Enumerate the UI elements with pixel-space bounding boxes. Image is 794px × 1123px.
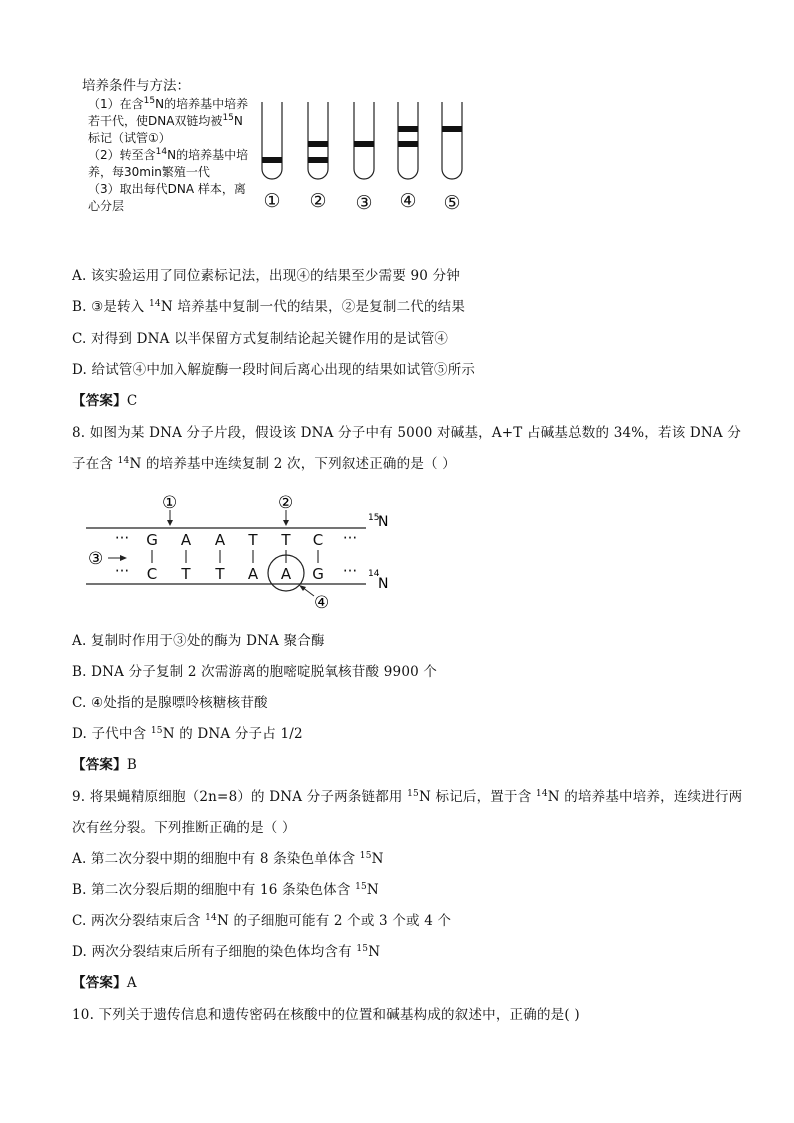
bottom-strand-label: N xyxy=(378,576,389,592)
tube-label-2: ② xyxy=(309,190,327,212)
step-line-4: （2）转至含$^{14}$N的培养基中培 xyxy=(88,147,249,162)
q9-option-b: B. 第二次分裂后期的细胞中有 16 条染色体含 $^{15}$N xyxy=(72,882,379,898)
band-tube3-hybrid xyxy=(354,141,374,147)
step-line-3: 标记（试管①） xyxy=(88,131,171,145)
band-tube1-heavy xyxy=(262,157,282,163)
top-strand-label: N xyxy=(378,514,389,530)
bottom-base-6: G xyxy=(312,565,324,583)
marker-1: ① xyxy=(162,493,178,513)
q7-option-b: B. ③是转入 $^{14}$N 培养基中复制一代的结果，②是复制二代的结果 xyxy=(72,299,466,315)
q9-option-a: A. 第二次分裂中期的细胞中有 8 条染色单体含 $^{15}$N xyxy=(72,851,384,867)
bottom-base-0: ··· xyxy=(114,562,130,580)
test-tubes-diagram xyxy=(256,99,480,224)
q8-stem-line2: 子在含 $^{14}$N 的培养基中连续复制 2 次，下列叙述正确的是（ ） xyxy=(72,456,456,472)
top-base-1: G xyxy=(146,531,158,549)
bottom-base-7: ··· xyxy=(342,562,358,580)
q10-stem: 10. 下列关于遗传信息和遗传密码在核酸中的位置和碱基构成的叙述中，正确的是( ) xyxy=(72,1007,580,1023)
bottom-base-1: C xyxy=(146,565,158,583)
step-line-7: 心分层 xyxy=(88,199,125,213)
bottom-base-3: T xyxy=(215,565,225,583)
figure1-steps xyxy=(88,96,248,215)
q9-answer: 【答案】A xyxy=(72,975,137,991)
marker-2: ② xyxy=(278,493,294,513)
q8-option-c: C. ④处指的是腺嘌呤核糖核苷酸 xyxy=(72,695,268,711)
q9-option-c: C. 两次分裂结束后含 $^{14}$N 的子细胞可能有 2 个或 3 个或 4 个 xyxy=(72,913,452,929)
tube-3 xyxy=(354,102,374,179)
bottom-base-4: A xyxy=(247,565,259,583)
q9-stem-line2: 次有丝分裂。下列推断正确的是（ ） xyxy=(72,820,296,836)
figure1-heading: 培养条件与方法： xyxy=(82,78,190,94)
band-tube5-light xyxy=(442,126,462,132)
q8-option-a: A. 复制时作用于③处的酶为 DNA 聚合酶 xyxy=(72,633,325,649)
step-line-6: （3）取出每代DNA 样本，离 xyxy=(88,182,246,196)
bottom-base-5: A xyxy=(280,565,292,583)
tube-4 xyxy=(398,102,418,179)
step-line-5: 养，每30min繁殖一代 xyxy=(88,165,210,179)
tube-1 xyxy=(262,102,282,179)
q9-stem-line1: 9. 将果蝇精原细胞（2n=8）的 DNA 分子两条链都用 $^{15}$N 标记后，置于含 $^{14}$N 的培养基中培养，连续进行两 xyxy=(72,789,743,805)
band-tube2-heavy xyxy=(308,157,328,163)
q8-answer: 【答案】B xyxy=(72,757,137,773)
q8-option-b: B. DNA 分子复制 2 次需游离的胞嘧啶脱氧核苷酸 9900 个 xyxy=(72,664,438,680)
tube-2 xyxy=(308,102,328,179)
q8-stem-line1: 8. 如图为某 DNA 分子片段，假设该 DNA 分子中有 5000 对碱基，A+T 占碱基总数的 34%，若该 DNA 分 xyxy=(72,425,742,441)
top-base-7: ··· xyxy=(342,529,358,547)
figure-culture-method xyxy=(80,74,480,224)
band-tube4-light xyxy=(398,126,418,132)
band-tube4-hybrid xyxy=(398,141,418,147)
top-base-2: A xyxy=(180,531,192,549)
top-base-0: ··· xyxy=(114,529,130,547)
dna-fragment-diagram xyxy=(80,488,410,618)
tube-label-4: ④ xyxy=(399,190,417,212)
q7-option-d: D. 给试管④中加入解旋酶一段时间后离心出现的结果如试管⑤所示 xyxy=(72,362,476,378)
tube-label-1: ① xyxy=(263,190,281,212)
bottom-strand-sup: 14 xyxy=(368,569,380,579)
top-base-5: T xyxy=(281,531,291,549)
marker-3: ③ xyxy=(88,549,104,569)
q7-answer: 【答案】C xyxy=(72,393,138,409)
q8-option-d: D. 子代中含 $^{15}$N 的 DNA 分子占 1/2 xyxy=(72,726,303,742)
step-line-1: （1）在含$^{15}$N的培养基中培养 xyxy=(88,96,249,111)
step-line-2: 若干代，使DNA双链均被$^{15}$N xyxy=(88,113,243,128)
tube-label-5: ⑤ xyxy=(443,192,461,214)
q7-option-c: C. 对得到 DNA 以半保留方式复制结论起关键作用的是试管④ xyxy=(72,331,449,347)
top-base-6: C xyxy=(312,531,324,549)
q9-option-d: D. 两次分裂结束后所有子细胞的染色体均含有 $^{15}$N xyxy=(72,944,381,960)
tube-label-3: ③ xyxy=(355,192,373,214)
top-strand-sup: 15 xyxy=(368,513,380,523)
top-base-4: T xyxy=(248,531,258,549)
bottom-base-2: T xyxy=(181,565,191,583)
marker-4: ④ xyxy=(314,593,330,613)
q7-option-a: A. 该实验运用了同位素标记法，出现④的结果至少需要 90 分钟 xyxy=(72,268,460,284)
band-tube2-hybrid xyxy=(308,141,328,147)
top-base-3: A xyxy=(214,531,226,549)
tube-5 xyxy=(442,102,462,179)
